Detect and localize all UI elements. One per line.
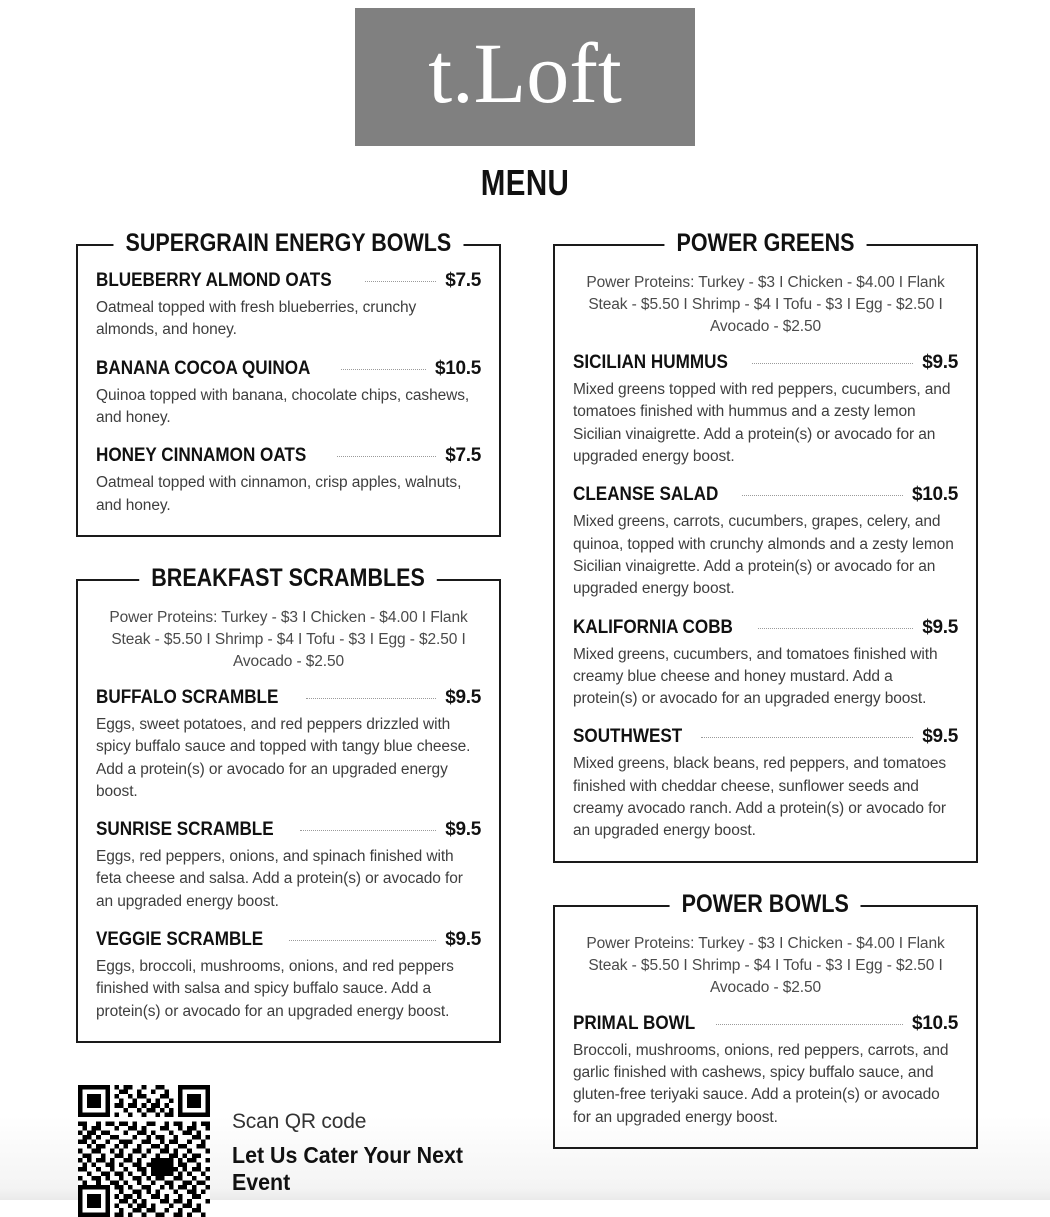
- menu-item[interactable]: [96, 687, 481, 803]
- menu-item[interactable]: [573, 726, 958, 842]
- leader-dots: [365, 281, 436, 282]
- menu-item[interactable]: [573, 352, 958, 468]
- menu-item-price: $10.5: [434, 357, 481, 379]
- menu-item-name: HONEY CINNAMON OATS: [96, 445, 307, 467]
- scan-qr-label: Scan QR code: [232, 1110, 367, 1133]
- menu-item-line: [96, 445, 481, 467]
- menu-item[interactable]: [96, 358, 481, 430]
- menu-item-description: Mixed greens topped with red peppers, cucumbers, and tomatoes finished with hummus and a zesty lemon Sicilian vinaigrette. Add a protein(s) or avocado for an upgraded energy boost.: [573, 381, 951, 465]
- menu-item-line: [573, 352, 958, 374]
- section-title: POWER BOWLS: [670, 890, 861, 919]
- menu-item-name: BANANA COCOA QUINOA: [96, 357, 311, 379]
- menu-item[interactable]: [96, 929, 481, 1023]
- leader-dots: [716, 1024, 903, 1025]
- leader-dots: [341, 369, 426, 370]
- menu-item[interactable]: [573, 617, 958, 711]
- catering-qr-block: [76, 1085, 501, 1217]
- menu-item[interactable]: [96, 270, 481, 342]
- section-power-greens: [553, 229, 978, 863]
- menu-item-name: SOUTHWEST: [573, 726, 683, 748]
- menu-item-name: VEGGIE SCRAMBLE: [96, 929, 264, 951]
- leader-dots: [752, 363, 913, 364]
- menu-item-name: KALIFORNIA COBB: [573, 616, 733, 638]
- menu-item-line: [96, 358, 481, 380]
- section-header-power-greens: [555, 229, 976, 258]
- menu-item-line: [573, 726, 958, 748]
- menu-item-description: Eggs, red peppers, onions, and spinach finished with feta cheese and salsa. Add a protein(s) or avocado for an upgraded energy boost.: [96, 848, 463, 910]
- leader-dots: [337, 456, 437, 457]
- menu-item-price: $9.5: [922, 616, 958, 638]
- leader-dots: [758, 628, 914, 629]
- right-column: [553, 229, 978, 1149]
- power-proteins-note: Power Proteins: Turkey - $3 I Chicken - $4.00 I Flank Steak - $5.50 I Shrimp - $4 I Tofu - $3 I Egg - $2.50 I Avocado - $2.50: [586, 274, 945, 335]
- menu-item[interactable]: [96, 445, 481, 517]
- menu-item[interactable]: [96, 819, 481, 913]
- menu-item[interactable]: [573, 1013, 958, 1129]
- left-column: [76, 229, 501, 1217]
- power-proteins-note: Power Proteins: Turkey - $3 I Chicken - $4.00 I Flank Steak - $5.50 I Shrimp - $4 I Tofu - $3 I Egg - $2.50 I Avocado - $2.50: [586, 934, 945, 996]
- menu-item-line: [573, 484, 958, 506]
- menu-item-description: Mixed greens, black beans, red peppers, and tomatoes finished with cheddar cheese, sunflower seeds and creamy avocado ranch. Add a protein(s) or avocado for an upgraded energy boost.: [573, 755, 947, 840]
- menu-item-line: [96, 929, 481, 951]
- menu-item-line: [96, 270, 481, 292]
- menu-item-name: CLEANSE SALAD: [573, 484, 719, 506]
- menu-item-description: Eggs, broccoli, mushrooms, onions, and red peppers finished with salsa and spicy buffalo sauce. Add a protein(s) or avocado for an upgraded energy boost.: [96, 958, 454, 1020]
- menu-item-line: [96, 687, 481, 709]
- menu-item-description: Mixed greens, cucumbers, and tomatoes finished with creamy blue cheese and honey mustard. Add a protein(s) or avocado for an upgraded energy boost.: [573, 645, 938, 708]
- menu-item[interactable]: [573, 484, 958, 600]
- logo-box: [355, 8, 695, 146]
- cater-event-label: Let Us Cater Your Next Event: [232, 1142, 464, 1195]
- leader-dots: [300, 830, 436, 831]
- menu-item-price: $7.5: [445, 270, 481, 291]
- menu-item-price: $9.5: [445, 819, 481, 841]
- menu-item-price: $9.5: [922, 726, 958, 748]
- section-header-supergrain: [78, 229, 499, 258]
- page-title: MENU: [480, 162, 570, 203]
- power-proteins-note: Power Proteins: Turkey - $3 I Chicken - $4.00 I Flank Steak - $5.50 I Shrimp - $4 I Tofu - $3 I Egg - $2.50 I Avocado - $2.50: [109, 608, 468, 670]
- leader-dots: [701, 737, 913, 738]
- menu-item-description: Oatmeal topped with fresh blueberries, crunchy almonds, and honey.: [96, 299, 417, 339]
- menu-item-price: $9.5: [445, 929, 481, 951]
- section-supergrain-energy-bowls: [76, 229, 501, 537]
- menu-item-description: Quinoa topped with banana, chocolate chips, cashews, and honey.: [96, 386, 470, 426]
- leader-dots: [289, 940, 436, 941]
- menu-item-line: [573, 617, 958, 639]
- brand-header: [0, 0, 1050, 146]
- catering-text: [232, 1106, 501, 1196]
- section-header-scrambles: [78, 564, 499, 593]
- menu-item-price: $9.5: [922, 352, 958, 373]
- menu-item-description: Eggs, sweet potatoes, and red peppers drizzled with spicy buffalo sauce and topped with tangy blue cheese. Add a protein(s) or avocado for an upgraded energy boost.: [96, 715, 471, 800]
- menu-item-price: $10.5: [911, 484, 958, 506]
- section-breakfast-scrambles: [76, 563, 501, 1043]
- section-title: POWER GREENS: [664, 229, 866, 258]
- section-title: BREAKFAST SCRAMBLES: [140, 564, 438, 593]
- menu-item-description: Broccoli, mushrooms, onions, red peppers, carrots, and garlic finished with cashews, spicy buffalo sauce, and gluten-free teriyaki sauce. Add a protein(s) or avocado for an upgraded energy boost.: [573, 1041, 949, 1126]
- menu-item-name: SUNRISE SCRAMBLE: [96, 819, 274, 841]
- section-title: SUPERGRAIN ENERGY BOWLS: [114, 229, 464, 258]
- menu-item-price: $7.5: [445, 445, 481, 467]
- menu-item-name: BUFFALO SCRAMBLE: [96, 686, 279, 708]
- menu-item-description: Oatmeal topped with cinnamon, crisp apples, walnuts, and honey.: [96, 474, 462, 514]
- menu-item-name: PRIMAL BOWL: [573, 1012, 696, 1034]
- leader-dots: [306, 698, 437, 699]
- menu-columns: [0, 229, 1050, 1217]
- menu-item-line: [573, 1013, 958, 1035]
- menu-item-price: $9.5: [445, 686, 481, 708]
- menu-item-name: SICILIAN HUMMUS: [573, 352, 728, 373]
- menu-item-line: [96, 819, 481, 841]
- menu-item-name: BLUEBERRY ALMOND OATS: [96, 270, 332, 291]
- menu-item-description: Mixed greens, carrots, cucumbers, grapes, celery, and quinoa, topped with crunchy almonds and a zesty lemon Sicilian vinaigrette. Add a protein(s) or avocado for an upgraded energy boost.: [573, 513, 954, 598]
- logo-text: t.Loft: [428, 25, 622, 121]
- section-power-bowls: [553, 889, 978, 1149]
- menu-item-price: $10.5: [911, 1012, 958, 1034]
- qr-code-icon[interactable]: [78, 1085, 210, 1217]
- section-header-power-bowls: [555, 890, 976, 919]
- leader-dots: [742, 495, 903, 496]
